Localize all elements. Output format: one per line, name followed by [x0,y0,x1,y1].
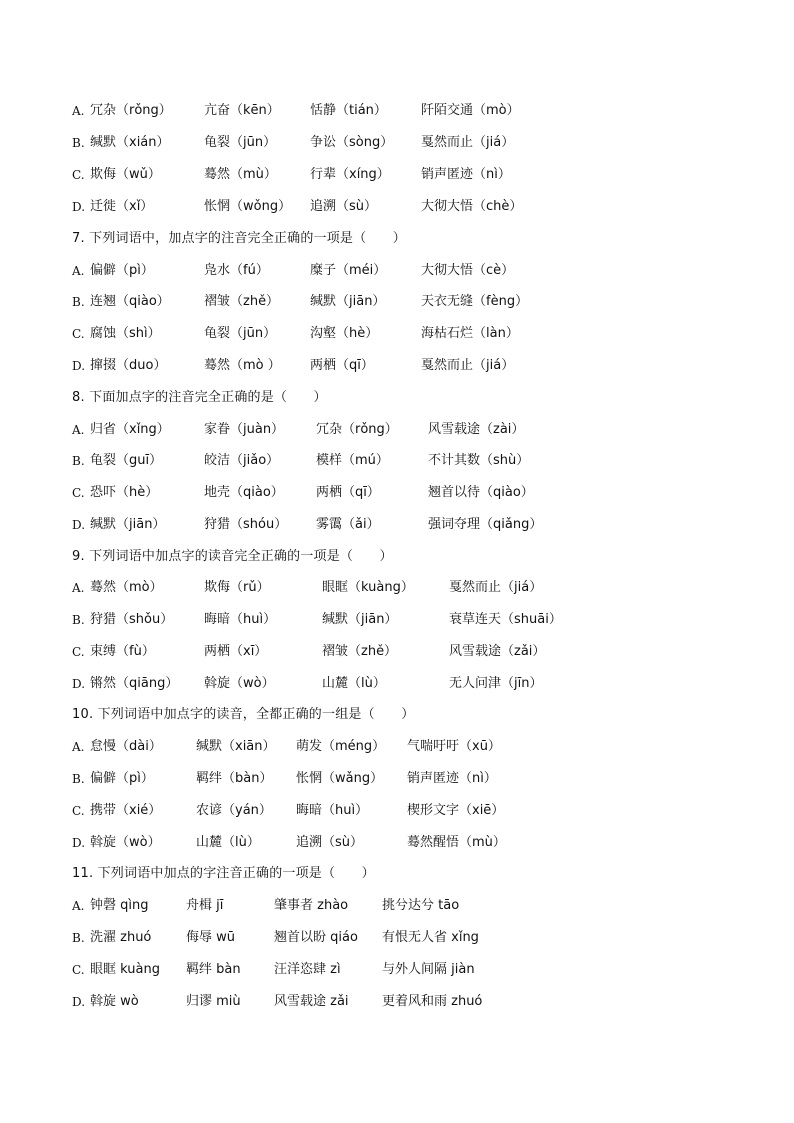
option-label: D. [72,677,86,691]
option-row [72,673,762,695]
option-term: 与外人间隔 jiàn [382,962,475,977]
option-row [72,832,762,854]
option-term: 欺侮（rǔ） [204,580,270,595]
option-term: 斡旋（wò） [90,835,161,850]
option-term: 眼眶 kuàng [90,962,160,977]
option-term: 亢奋（kēn） [204,103,280,118]
option-term: 衰草连天（shuāi） [449,612,562,627]
question-text: 9. 下列词语中加点字的读音完全正确的一项是（ ） [72,549,393,564]
option-term: 龟裂（guī） [90,453,163,468]
option-term: 斡旋 wò [90,994,139,1009]
option-row [72,927,762,949]
option-term: 舟楫 jī [186,898,224,913]
option-term: 家眷（juàn） [204,422,285,437]
option-term: 行辈（xíng） [310,167,390,182]
option-term: 天衣无缝（fèng） [421,294,529,309]
option-label: C. [72,804,85,818]
option-term: 冗杂（rǒng） [90,103,172,118]
option-label: A. [72,423,85,437]
option-row [72,419,762,441]
option-term: 偏僻（pì） [90,263,154,278]
option-term: 连翘（qiào） [90,294,170,309]
option-term: 挑兮达兮 tāo [382,898,460,913]
option-term: 阡陌交通（mò） [421,103,520,118]
option-term: 恐吓（hè） [90,485,159,500]
option-term: 无人问津（jīn） [449,676,543,691]
option-row [72,355,762,377]
option-row [72,800,762,822]
option-term: 眼眶（kuàng） [322,580,414,595]
option-row [72,196,762,218]
option-label: C. [72,963,85,977]
option-label: D. [72,995,86,1009]
option-label: A. [72,264,85,278]
option-term: 归省（xǐng） [90,422,170,437]
option-term: 羁绊 bàn [186,962,241,977]
option-term: 蓦然（mù） [204,167,277,182]
option-label: B. [72,772,85,786]
option-term: 风雪载途（zài） [428,422,525,437]
option-term: 怅惘（wǎng） [296,771,384,786]
option-term: 戛然而止（jiá） [421,135,515,150]
option-row [72,577,762,599]
option-label: B. [72,454,85,468]
option-term: 褶皱（zhě） [204,294,280,309]
option-label: A. [72,899,85,913]
option-row [72,291,762,313]
option-term: 怠慢（dài） [90,739,162,754]
option-term: 怅惘（wǒng） [204,199,292,214]
option-term: 缄默（jiān） [90,517,166,532]
option-label: D. [72,359,86,373]
option-term: 销声匿迹（nì） [407,771,497,786]
option-term: 海枯石烂（làn） [421,326,519,341]
option-term: 钟磬 qìng [90,898,149,913]
option-term: 缄默（jiān） [310,294,386,309]
option-label: B. [72,295,85,309]
option-term: 皎洁（jiǎo） [204,453,280,468]
option-term: 肇事者 zhào [274,898,349,913]
option-row [72,450,762,472]
option-label: D. [72,200,86,214]
option-term: 束缚（fù） [90,644,155,659]
option-row [72,609,762,631]
option-term: 缄默（xiān） [196,739,276,754]
option-term: 山麓（lù） [322,676,386,691]
option-term: 蓦然（mò ） [204,358,281,373]
option-term: 地壳（qiào） [204,485,284,500]
option-row [72,514,762,536]
option-term: 归谬 miù [186,994,241,1009]
option-term: 翘首以盼 qiáo [274,930,358,945]
option-term: 褶皱（zhě） [322,644,398,659]
option-term: 蓦然（mò） [90,580,163,595]
option-term: 大彻大悟（cè） [421,263,515,278]
option-term: 有恨无人省 xǐng [382,930,479,945]
option-term: 楔形文字（xiē） [407,803,505,818]
option-label: A. [72,104,85,118]
option-term: 糜子（méi） [310,263,387,278]
option-term: 大彻大悟（chè） [421,199,523,214]
option-term: 撺掇（duo） [90,358,167,373]
option-term: 龟裂（jūn） [204,135,277,150]
option-term: 模样（mú） [316,453,389,468]
option-term: 龟裂（jūn） [204,326,277,341]
option-label: B. [72,613,85,627]
option-row [72,323,762,345]
option-term: 追溯（sù） [310,199,378,214]
option-label: B. [72,931,85,945]
option-row [72,260,762,282]
option-label: C. [72,645,85,659]
option-term: 偏僻（pì） [90,771,154,786]
option-row [72,895,762,917]
option-row [72,164,762,186]
option-term: 狩猎（shǒu） [90,612,174,627]
question-text: 11. 下列词语中加点的字注音正确的一项是（ ） [72,866,375,881]
option-term: 风雪载途 zǎi [274,994,349,1009]
option-term: 斡旋（wò） [204,676,275,691]
option-label: A. [72,581,85,595]
option-term: 晦暗（huì） [204,612,277,627]
option-row [72,641,762,663]
option-label: C. [72,486,85,500]
question-text: 7. 下列词语中，加点字的注音完全正确的一项是（ ） [72,231,406,246]
option-term: 晦暗（huì） [296,803,369,818]
option-label: B. [72,136,85,150]
option-term: 两栖（qī） [316,485,380,500]
option-row [72,959,762,981]
option-term: 冗杂（rǒng） [316,422,398,437]
option-term: 恬静（tián） [310,103,387,118]
option-term: 两栖（xī） [204,644,268,659]
option-term: 侮辱 wū [186,930,236,945]
option-term: 两栖（qī） [310,358,374,373]
question-text: 8. 下面加点字的注音完全正确的是（ ） [72,390,327,405]
option-term: 争讼（sòng） [310,135,394,150]
option-term: 山麓（lù） [196,835,260,850]
option-term: 蓦然醒悟（mù） [407,835,506,850]
option-label: D. [72,518,86,532]
option-term: 缄默（jiān） [322,612,398,627]
option-term: 洗濯 zhuó [90,930,152,945]
option-term: 强词夺理（qiǎng） [428,517,543,532]
option-term: 腐蚀（shì） [90,326,161,341]
option-term: 气喘吁吁（xū） [407,739,501,754]
option-term: 农谚（yán） [196,803,272,818]
question-text: 10. 下列词语中加点字的读音，全都正确的一组是（ ） [72,707,415,722]
option-term: 不计其数（shù） [428,453,530,468]
option-term: 羁绊（bàn） [196,771,273,786]
option-label: D. [72,836,86,850]
option-label: C. [72,327,85,341]
option-row [72,482,762,504]
option-term: 凫水（fú） [204,263,269,278]
option-row [72,100,762,122]
option-row [72,991,762,1013]
option-term: 锵然（qiāng） [90,676,179,691]
option-term: 更着风和雨 zhuó [382,994,483,1009]
option-term: 戛然而止（jiá） [449,580,543,595]
option-term: 欺侮（wǔ） [90,167,161,182]
option-term: 携带（xié） [90,803,162,818]
option-term: 翘首以待（qiào） [428,485,534,500]
option-term: 戛然而止（jiá） [421,358,515,373]
option-term: 迁徙（xǐ） [90,199,154,214]
option-row [72,768,762,790]
option-term: 雾霭（ǎi） [316,517,380,532]
option-label: C. [72,168,85,182]
option-row [72,736,762,758]
option-term: 缄默（xián） [90,135,170,150]
option-term: 汪洋恣肆 zì [274,962,341,977]
option-term: 风雪载途（zǎi） [449,644,546,659]
option-term: 沟壑（hè） [310,326,379,341]
option-term: 狩猎（shóu） [204,517,288,532]
option-term: 追溯（sù） [296,835,364,850]
option-term: 销声匿迹（nì） [421,167,511,182]
option-term: 萌发（méng） [296,739,386,754]
option-label: A. [72,740,85,754]
option-row [72,132,762,154]
